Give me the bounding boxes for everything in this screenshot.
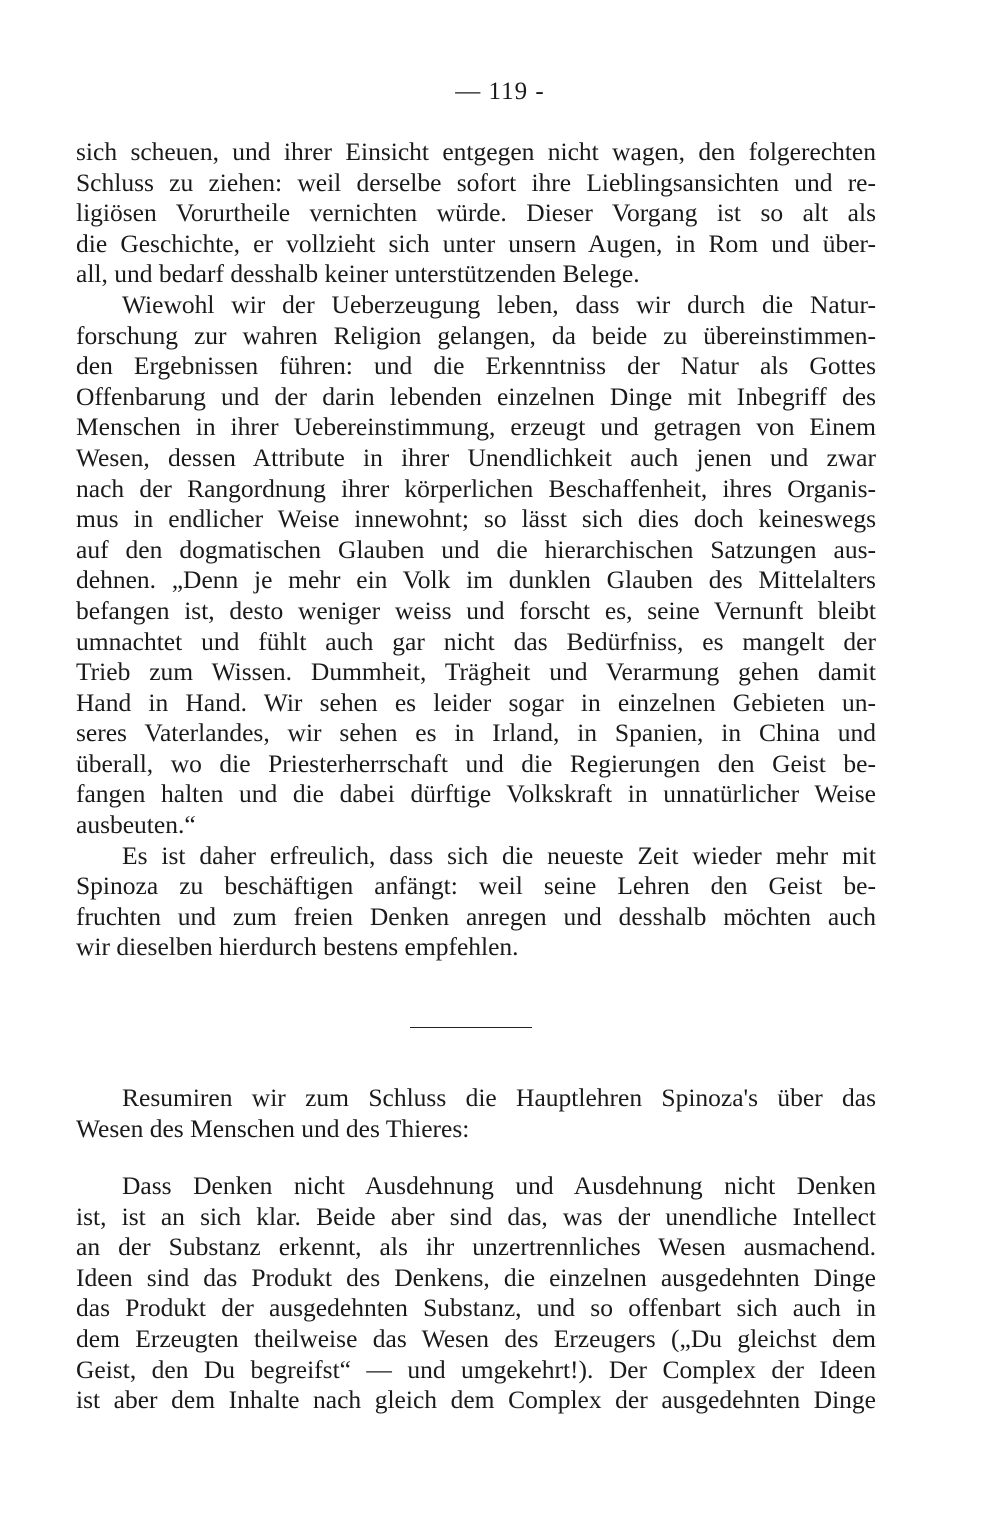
- section-divider: [410, 1027, 532, 1028]
- text-line: überall, wo die Priesterherrschaft und die Regierungen den Geist be-: [76, 748, 876, 778]
- text-line: Ideen sind das Produkt des Denkens, die einzelnen ausgedehnten Dinge: [76, 1262, 876, 1292]
- text-line: Geist, den Du begreifst“ — und umgekehrt!). Der Complex der Ideen: [76, 1354, 876, 1384]
- summary-intro-block: [76, 1083, 876, 1144]
- summary-body-block: [76, 1171, 876, 1416]
- text-line: an der Substanz erkennt, als ihr unzertrennliches Wesen ausmachend.: [76, 1232, 876, 1262]
- text-line: wir dieselben hierdurch bestens empfehlen.: [76, 932, 519, 962]
- text-line: nach der Rangordnung ihrer körperlichen Beschaffenheit, ihres Organis-: [76, 473, 876, 503]
- text-line: forschung zur wahren Religion gelangen, da beide zu übereinstimmen-: [76, 320, 876, 350]
- text-line: all, und bedarf desshalb keiner unterstützenden Belege.: [76, 259, 640, 289]
- text-line: das Produkt der ausgedehnten Substanz, und so offenbart sich auch in: [76, 1293, 876, 1323]
- text-line: befangen ist, desto weniger weiss und forscht es, seine Vernunft bleibt: [76, 595, 876, 625]
- text-line: ligiösen Vorurtheile vernichten würde. Dieser Vorgang ist so alt als: [76, 198, 876, 228]
- text-line: Es ist daher erfreulich, dass sich die neueste Zeit wieder mehr mit: [122, 840, 876, 870]
- text-line: Dass Denken nicht Ausdehnung und Ausdehnung nicht Denken: [122, 1171, 876, 1200]
- text-line: ausbeuten.“: [76, 810, 196, 840]
- text-line: die Geschichte, er vollzieht sich unter unsern Augen, in Rom und über-: [76, 228, 876, 258]
- text-line: den Ergebnissen führen: und die Erkenntniss der Natur als Gottes: [76, 351, 876, 381]
- text-line: Wesen des Menschen und des Thieres:: [76, 1113, 470, 1143]
- text-line: Spinoza zu beschäftigen anfängt: weil seine Lehren den Geist be-: [76, 871, 876, 901]
- text-line: seres Vaterlandes, wir sehen es in Irland, in Spanien, in China und: [76, 718, 876, 748]
- page-number: — 119 -: [455, 78, 545, 105]
- text-line: auf den dogmatischen Glauben und die hierarchischen Satzungen aus-: [76, 534, 876, 564]
- text-line: Wesen, dessen Attribute in ihrer Unendlichkeit auch jenen und zwar: [76, 442, 876, 472]
- main-text-block: [76, 137, 876, 963]
- text-line: ist aber dem Inhalte nach gleich dem Complex der ausgedehnten Dinge: [76, 1385, 876, 1415]
- text-line: Resumiren wir zum Schluss die Hauptlehren Spinoza's über das: [122, 1083, 876, 1112]
- text-line: Offenbarung und der darin lebenden einzelnen Dinge mit Inbegriff des: [76, 381, 876, 411]
- text-line: Hand in Hand. Wir sehen es leider sogar in einzelnen Gebieten un-: [76, 687, 876, 717]
- text-line: Menschen in ihrer Uebereinstimmung, erzeugt und getragen von Einem: [76, 412, 876, 442]
- text-line: fruchten und zum freien Denken anregen und desshalb möchten auch: [76, 901, 876, 931]
- text-line: Trieb zum Wissen. Dummheit, Trägheit und Verarmung gehen damit: [76, 657, 876, 687]
- text-line: sich scheuen, und ihrer Einsicht entgegen nicht wagen, den folgerechten: [76, 137, 876, 166]
- text-line: dem Erzeugten theilweise das Wesen des Erzeugers („Du gleichst dem: [76, 1323, 876, 1353]
- text-line: ist, ist an sich klar. Beide aber sind das, was der unendliche Intellect: [76, 1201, 876, 1231]
- text-line: Wiewohl wir der Ueberzeugung leben, dass wir durch die Natur-: [122, 289, 876, 319]
- text-line: fangen halten und die dabei dürftige Volkskraft in unnatürlicher Weise: [76, 779, 876, 809]
- text-line: mus in endlicher Weise innewohnt; so lässt sich dies doch keineswegs: [76, 504, 876, 534]
- text-line: umnachtet und fühlt auch gar nicht das Bedürfniss, es mangelt der: [76, 626, 876, 656]
- text-line: dehnen. „Denn je mehr ein Volk im dunklen Glauben des Mittelalters: [76, 565, 876, 595]
- text-line: Schluss zu ziehen: weil derselbe sofort ihre Lieblingsansichten und re-: [76, 167, 876, 197]
